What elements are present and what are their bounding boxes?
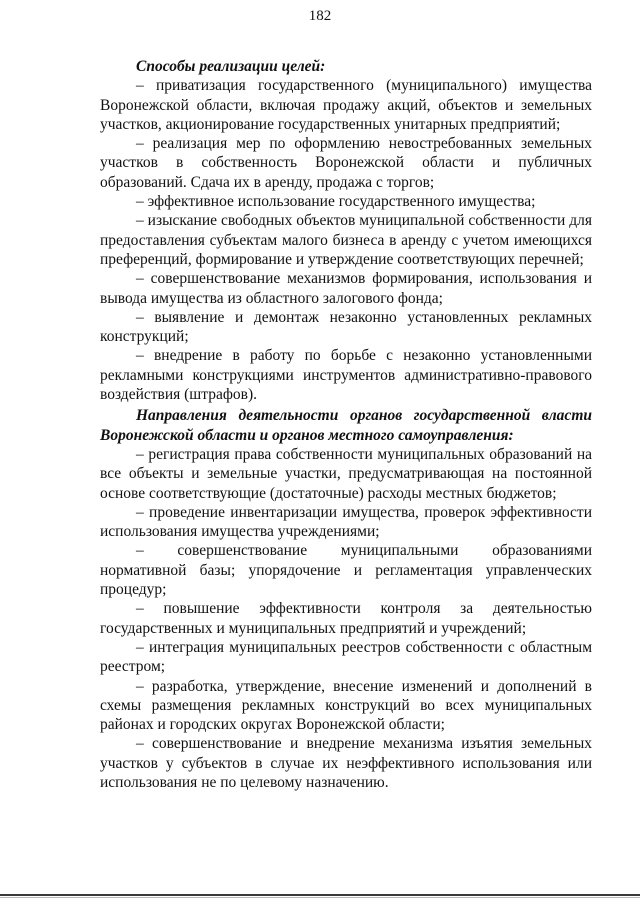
list-item: – регистрация права собственности муниципальных образований на все объекты и земельные участки, предусматривающая на постоянной основе соответствующие (достаточные) расходы местных бюджетов; xyxy=(100,445,592,502)
list-item: – совершенствование механизмов формирования, использования и вывода имущества из областного залогового фонда; xyxy=(100,270,592,307)
list-item: – совершенствование и внедрение механизма изъятия земельных участков у субъектов в случае их неэффективного использования или использования не по целевому назначению. xyxy=(100,735,592,791)
list-item: – приватизация государственного (муниципального) имущества Воронежской области, включая продажу акций, объектов и земельных участков, акционирование государственных унитарных предприятий; xyxy=(100,77,592,133)
document-body xyxy=(100,57,592,792)
list-item: – выявление и демонтаж незаконно установленных рекламных конструкций; xyxy=(100,308,592,346)
list-item: – внедрение в работу по борьбе с незаконно установленными рекламными конструкциями инструментов административно-правового воздействия (штрафов). xyxy=(100,347,592,404)
list-item: – повышение эффективности контроля за деятельностью государственных и муниципальных предприятий и учреждений; xyxy=(100,600,592,637)
scan-bottom-edge xyxy=(0,894,640,896)
section-heading-goals: Способы реализации целей: xyxy=(136,58,326,75)
list-item: – реализация мер по оформлению невостребованных земельных участков в собственность Воронежской области и публичных образований. Сдача их в аренду, продажа с торгов; xyxy=(100,135,592,191)
list-item: – совершенствование муниципальными образованиями нормативной базы; упорядочение и регламентация управленческих процедур; xyxy=(100,542,592,599)
scan-bottom-edge-shadow xyxy=(0,897,640,898)
list-item: – эффективное использование государственного имущества; xyxy=(136,193,536,211)
list-item: – интеграция муниципальных реестров собственности с областным реестром; xyxy=(100,638,592,676)
list-item: – изыскание свободных объектов муниципальной собственности для предоставления субъектам малого бизнеса в аренду с учетом имеющихся преференций, формирование и утверждение соответствующих перечней; xyxy=(100,212,592,268)
list-item: – проведение инвентаризации имущества, проверок эффективности использования имущества учреждениями; xyxy=(100,503,592,541)
section-heading-directions: Направления деятельности органов государственной власти Воронежской области и органов местного самоуправления: xyxy=(100,407,592,444)
page-number: 182 xyxy=(308,8,332,24)
list-item: – разработка, утверждение, внесение изменений и дополнений в схемы размещения рекламных конструкций во всех муниципальных районах и городских округах Воронежской области; xyxy=(100,677,592,734)
